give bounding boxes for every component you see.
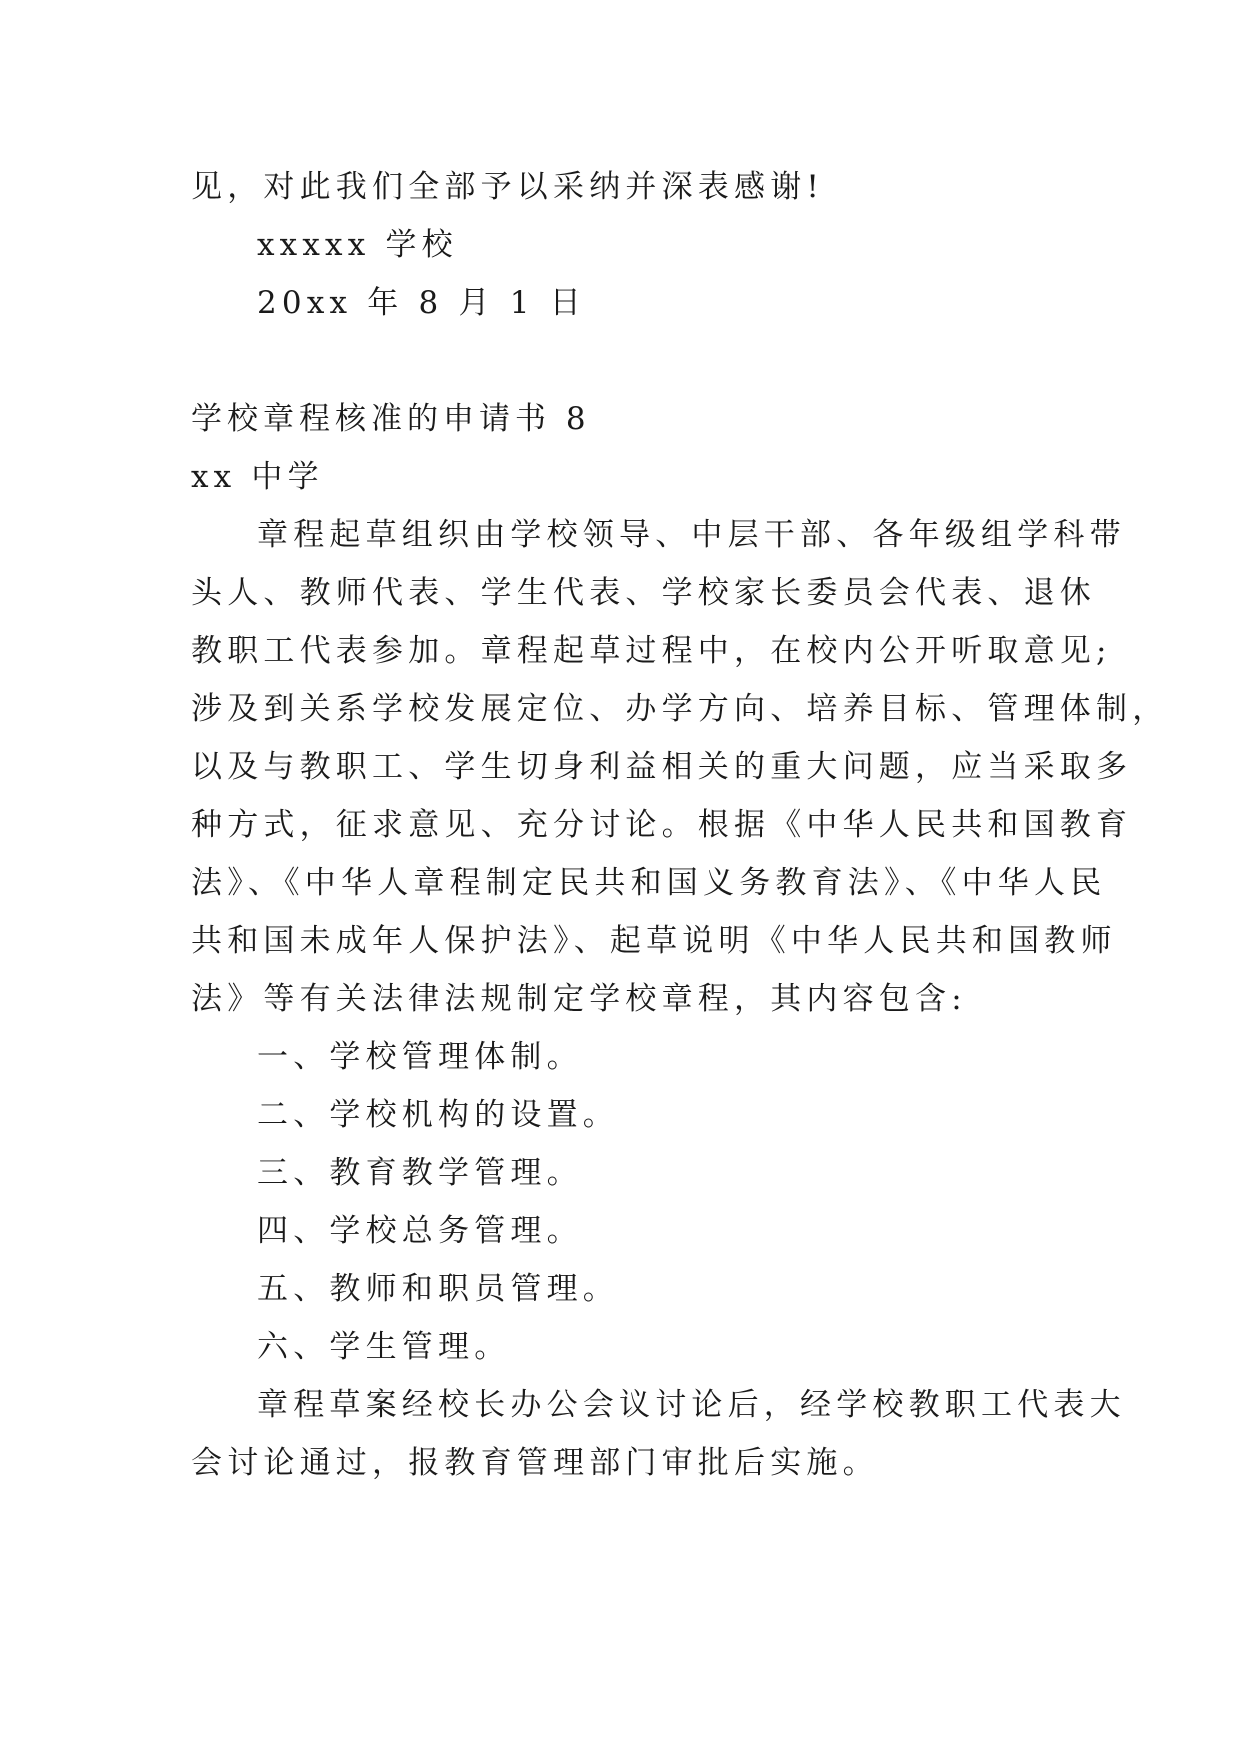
list-item: 一、学校管理体制。 (257, 1039, 583, 1075)
paragraph-line: 章程草案经校长办公会议讨论后，经学校教职工代表大 (257, 1387, 1126, 1423)
paragraph-line: 种方式，征求意见、充分讨论。根据《中华人民共和国教育 (191, 807, 1133, 843)
paragraph-line: 法》等有关法律法规制定学校章程，其内容包含: (191, 981, 967, 1017)
list-item: 五、教师和职员管理。 (257, 1271, 619, 1307)
paragraph-line: 法》、《中华人章程制定民共和国义务教育法》、《中华人民 (191, 865, 1107, 901)
paragraph-line: 章程起草组织由学校领导、中层干部、各年级组学科带 (257, 517, 1126, 553)
list-item: 四、学校总务管理。 (257, 1213, 583, 1249)
paragraph-line: 共和国未成年人保护法》、起草说明《中华人民共和国教师 (191, 923, 1117, 959)
content-list (191, 1028, 1063, 1376)
paragraph-line: 涉及到关系学校发展定位、办学方向、培养目标、管理体制， (191, 691, 1169, 727)
document-page (191, 158, 1169, 1492)
paragraph-1 (191, 506, 1169, 1028)
list-item: 六、学生管理。 (257, 1329, 511, 1365)
organization-name: xx 中学 (191, 459, 324, 495)
document-title: 学校章程核准的申请书 8 (191, 401, 591, 437)
paragraph-line: 会讨论通过，报教育管理部门审批后实施。 (191, 1445, 879, 1481)
section-gap (191, 332, 1063, 390)
paragraph-line: 头人、教师代表、学生代表、学校家长委员会代表、退休 (191, 575, 1096, 611)
list-item: 三、教育教学管理。 (257, 1155, 583, 1191)
paragraph-line: 以及与教职工、学生切身利益相关的重大问题，应当采取多 (191, 749, 1133, 785)
signature-school: xxxxx 学校 (257, 227, 458, 263)
paragraph-2 (191, 1376, 1126, 1492)
closing-line: 见，对此我们全部予以采纳并深表感谢! (191, 169, 825, 205)
signature-date: 20xx 年 8 月 1 日 (257, 285, 586, 321)
list-item: 二、学校机构的设置。 (257, 1097, 619, 1133)
paragraph-line: 教职工代表参加。章程起草过程中，在校内公开听取意见; (191, 633, 1112, 669)
